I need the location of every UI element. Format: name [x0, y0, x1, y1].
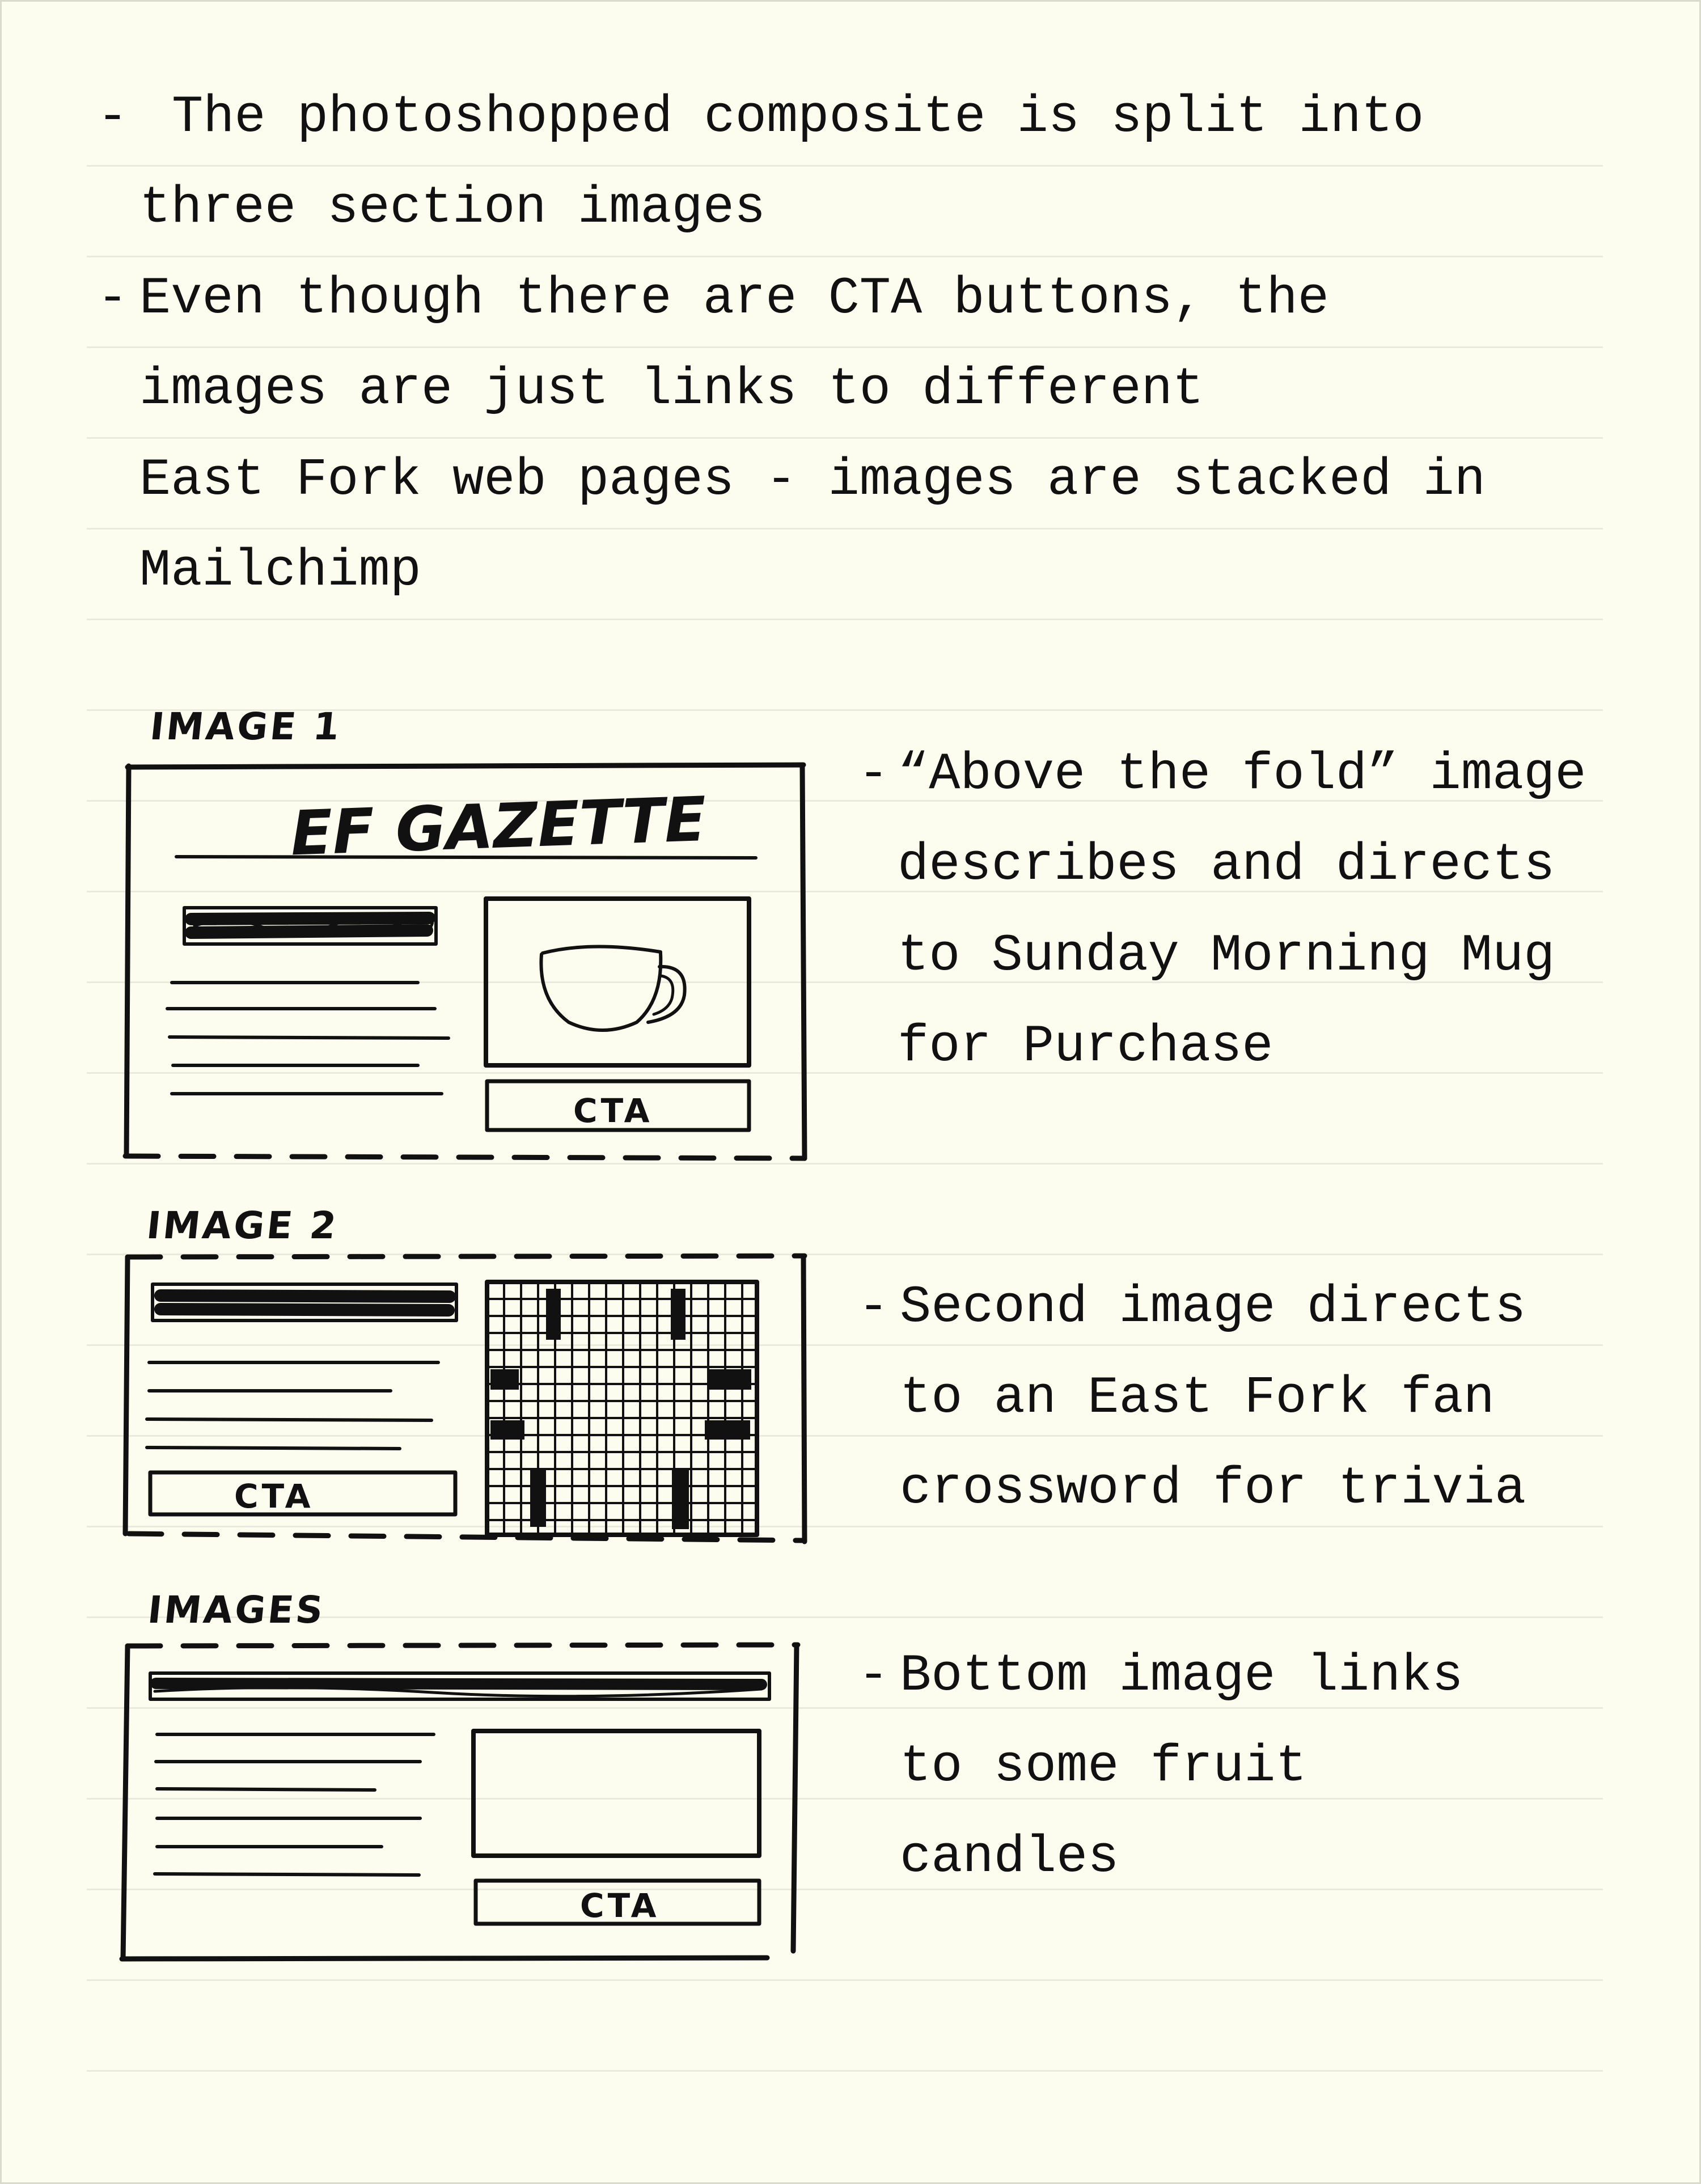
note-line: crossword for trivia [900, 1459, 1526, 1518]
note-line: for Purchase [898, 1017, 1273, 1076]
bullet-dash: - [858, 1277, 890, 1337]
bullet-dash: - [97, 269, 129, 328]
ruled-line [87, 2070, 1603, 2072]
sketch-label: IMAGES [145, 1588, 328, 1632]
note-line: Bottom image links [900, 1646, 1463, 1705]
note-line: East Fork web pages - images are stacked in [139, 450, 1486, 510]
headline-text: EF GAZETTE [289, 784, 708, 870]
ruled-line [87, 619, 1603, 620]
image-2-wireframe [115, 1243, 818, 1561]
cta-button-label: CTA [234, 1477, 314, 1516]
ruled-line [87, 1979, 1603, 1981]
bullet-dash: - [858, 1646, 890, 1705]
image-3-wireframe [115, 1629, 818, 1969]
bullet-dash: - [858, 744, 890, 804]
note-line: to an East Fork fan [900, 1368, 1495, 1428]
note-line: three section images [139, 178, 766, 238]
note-line: Second image directs [900, 1277, 1526, 1337]
note-line: The photoshopped composite is split into [172, 87, 1424, 147]
mug-icon [541, 946, 684, 1030]
note-line: to some fruit [900, 1737, 1307, 1796]
note-line: Even though there are CTA buttons, the [139, 269, 1329, 328]
cta-button-label: CTA [573, 1091, 653, 1130]
note-line: Mailchimp [139, 541, 421, 600]
note-line: candles [900, 1827, 1119, 1887]
note-line: “Above the fold” image [898, 744, 1586, 804]
sketch-label: IMAGE 2 [144, 1204, 341, 1247]
note-line: to Sunday Morning Mug [898, 926, 1555, 985]
image-1-wireframe [115, 750, 818, 1170]
bullet-dash: - [97, 87, 129, 147]
cta-button-label: CTA [580, 1886, 660, 1925]
crossword-grid-icon [487, 1282, 757, 1535]
note-line: describes and directs [898, 835, 1555, 895]
note-line: images are just links to different [139, 359, 1204, 419]
sketch-label: IMAGE 1 [147, 705, 344, 748]
